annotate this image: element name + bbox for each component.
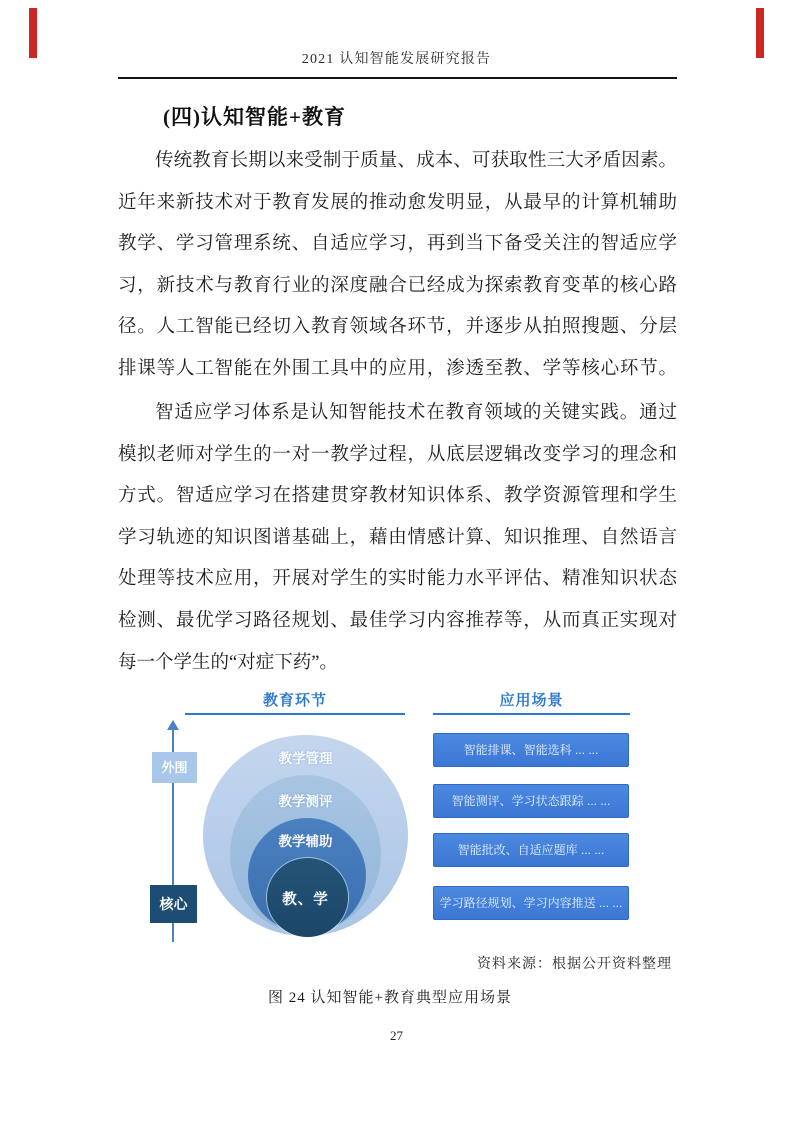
- paragraph-line: 径。人工智能已经切入教育领域各环节，并逐步从拍照搜题、分层: [118, 317, 677, 338]
- paragraph-line: 教学、学习管理系统、自适应学习，再到当下备受关注的智适应学: [118, 234, 677, 255]
- ring-label: 教、学: [282, 892, 329, 908]
- paragraph-line: 近年来新技术对于教育发展的推动愈发明显，从最早的计算机辅助: [118, 192, 677, 213]
- scenario-box: 智能排课、智能选科 ... ...: [433, 733, 629, 767]
- header-rule: [118, 77, 677, 79]
- paragraph-1: [118, 141, 677, 391]
- ring-label: 教学管理: [278, 751, 333, 766]
- paragraph-line: 智适应学习体系是认知智能技术在教育领域的关键实践。通过: [155, 403, 677, 423]
- diagram-column-title-application-scenarios: 应用场景: [499, 692, 564, 709]
- scenario-box: 智能测评、学习状态跟踪 ... ...: [433, 784, 629, 818]
- scenario-box: 学习路径规划、学习内容推送 ... ...: [433, 886, 629, 920]
- title-underline-right: [433, 713, 630, 715]
- source-note: 资料来源：根据公开资料整理: [477, 957, 672, 972]
- paragraph-line: 处理等技术应用，开展对学生的实时能力水平评估、精准知识状态: [118, 569, 677, 590]
- page-number: 27: [390, 1028, 403, 1043]
- figure-caption: 图 24 认知智能+教育典型应用场景: [268, 990, 512, 1006]
- education-diagram: [145, 686, 660, 952]
- ring-label: 教学测评: [278, 794, 333, 809]
- diagram-column-title-education-links: 教育环节: [262, 692, 327, 709]
- report-header-title: 2021 认知智能发展研究报告: [301, 52, 492, 67]
- paragraph-line: 传统教育长期以来受制于质量、成本、可获取性三大矛盾因素。: [155, 151, 677, 171]
- paragraph-line: 模拟老师对学生的一对一教学过程，从底层逻辑改变学习的理念和: [118, 444, 677, 465]
- axis-label-outer: 外围: [152, 752, 197, 783]
- paragraph-line: 习，新技术与教育行业的深度融合已经成为探索教育变革的核心路: [118, 275, 677, 296]
- paragraph-line: 每一个学生的“对症下药”。: [118, 652, 338, 673]
- paragraph-2: [118, 393, 677, 684]
- paragraph-line: 检测、最优学习路径规划、最佳学习内容推荐等，从而真正实现对: [118, 610, 677, 631]
- paragraph-line: 方式。智适应学习在搭建贯穿教材知识体系、教学资源管理和学生: [118, 486, 677, 507]
- paragraph-line: 排课等人工智能在外围工具中的应用，渗透至教、学等核心环节。: [118, 358, 677, 379]
- axis-label-core: 核心: [150, 885, 197, 923]
- up-arrow-icon: [167, 720, 179, 730]
- paragraph-line: 学习轨迹的知识图谱基础上，藉由情感计算、知识推理、自然语言: [118, 527, 677, 548]
- ring-label: 教学辅助: [278, 834, 333, 849]
- title-underline-left: [185, 713, 405, 715]
- scenario-box: 智能批改、自适应题库 ... ...: [433, 833, 629, 867]
- section-heading: (四)认知智能+教育: [163, 105, 346, 129]
